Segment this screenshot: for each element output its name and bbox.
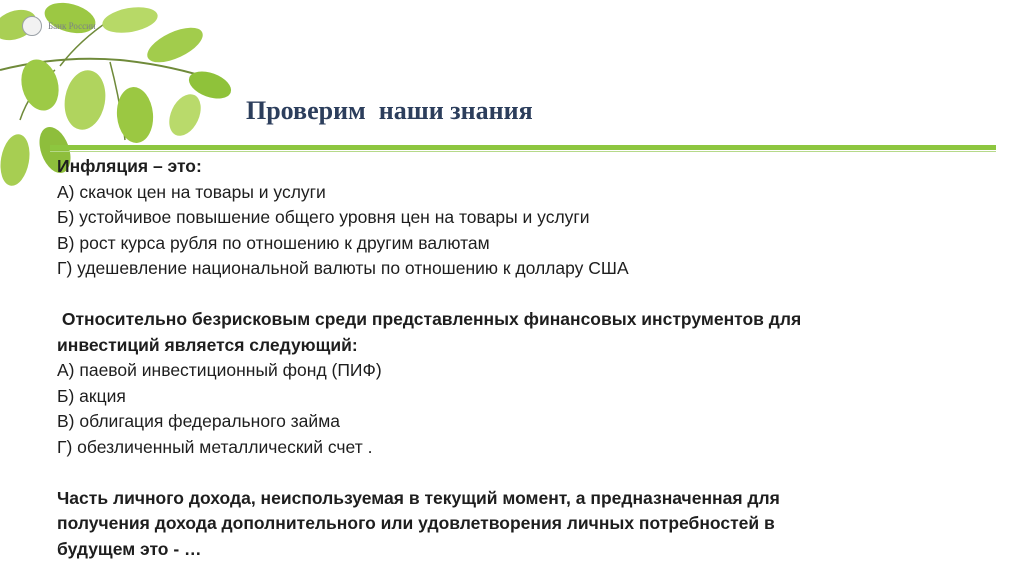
answer-option: Б) акция bbox=[57, 385, 126, 406]
question-prompt: получения дохода дополнительного или удовлетворения личных потребностей в bbox=[57, 513, 775, 533]
logo-text: Банк России bbox=[48, 21, 96, 31]
question-prompt: будущем это - … bbox=[57, 538, 202, 559]
title-underline bbox=[50, 145, 996, 150]
answer-option: А) паевой инвестиционный фонд (ПИФ) bbox=[57, 360, 382, 380]
question-1 bbox=[57, 154, 997, 282]
question-prompt: инвестиций является следующий: bbox=[57, 334, 358, 355]
answer-option: А) скачок цен на товары и услуги bbox=[57, 181, 326, 202]
logo bbox=[22, 16, 96, 36]
answer-option: В) рост курса рубля по отношению к другим валютам bbox=[57, 232, 490, 253]
page-title: Проверим наши знания bbox=[246, 96, 533, 125]
answer-option: В) облигация федерального займа bbox=[57, 411, 340, 431]
questions bbox=[57, 154, 997, 562]
question-prompt: Относительно безрисковым среди представленных финансовых инструментов для bbox=[57, 309, 802, 329]
answer-option: Г) обезличенный металлический счет . bbox=[57, 436, 373, 457]
question-prompt: Часть личного дохода, неиспользуемая в текущий момент, а предназначенная для bbox=[57, 487, 780, 508]
title-underline-thin bbox=[50, 151, 996, 152]
question-3 bbox=[57, 486, 997, 563]
question-prompt: Инфляция – это: bbox=[57, 156, 202, 176]
spacer bbox=[57, 282, 997, 308]
spacer bbox=[57, 460, 997, 486]
bank-emblem-icon bbox=[22, 16, 42, 36]
answer-option: Б) устойчивое повышение общего уровня цен на товары и услуги bbox=[57, 207, 590, 227]
question-2 bbox=[57, 307, 997, 460]
answer-option: Г) удешевление национальной валюты по отношению к доллару США bbox=[57, 258, 629, 278]
